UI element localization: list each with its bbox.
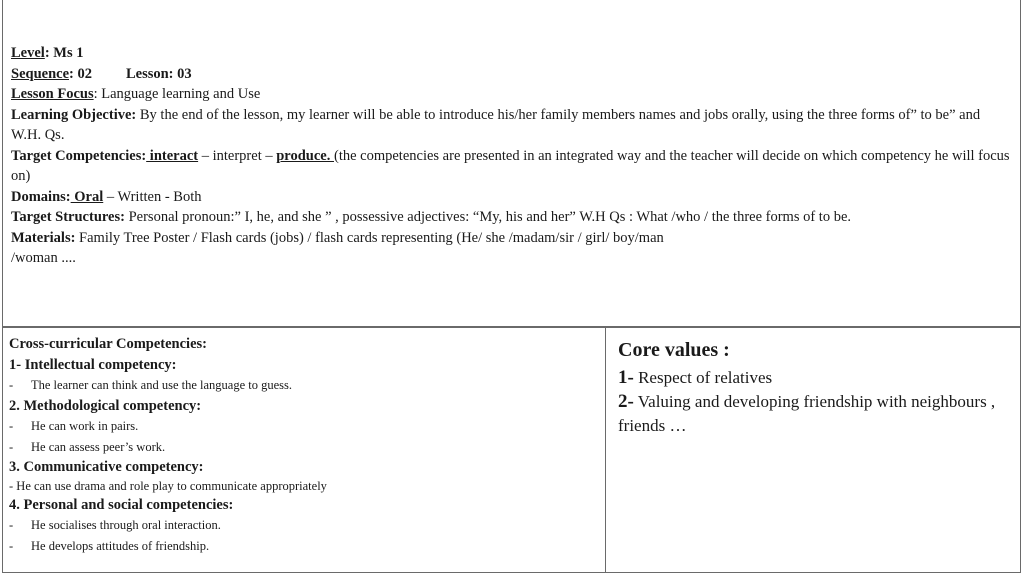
sequence-label: Sequence <box>11 65 69 82</box>
structures-label: Target Structures: <box>11 209 125 225</box>
objective-line <box>11 105 1011 146</box>
domains-line <box>11 187 1011 208</box>
materials-line-2: /woman .... <box>11 250 76 266</box>
comp-interact: interact <box>146 147 199 164</box>
materials-line <box>11 228 1011 249</box>
cross-curricular-cell <box>3 328 606 572</box>
structures-line <box>11 207 1011 228</box>
competencies-label: Target Competencies: <box>11 147 147 164</box>
lesson-info-content <box>11 43 1011 269</box>
methodological-item-1: - He can work in pairs. <box>9 419 139 433</box>
sequence-line <box>11 64 1011 85</box>
domains-rest: – Written - Both <box>103 188 202 205</box>
cross-title: Cross-curricular Competencies: <box>9 336 207 352</box>
comp-produce: produce. <box>276 147 334 164</box>
focus-line <box>11 84 1011 105</box>
level-value: : Ms 1 <box>44 45 84 61</box>
lesson-info-box <box>2 0 1021 327</box>
methodological-title: 2. Methodological competency: <box>9 397 202 414</box>
communicative-title: 3. Communicative competency: <box>9 459 204 475</box>
intellectual-item: - The learner can think and use the language to guess. <box>9 378 293 392</box>
objective-value: By the end of the lesson, my learner will be able to introduce his/her family members names and jobs orally, using the three forms of” to be” and W.H. Qs. <box>11 106 981 143</box>
core-value-2: 2- Valuing and developing friendship with neighbours , friends … <box>618 391 996 435</box>
objective-label: Learning Objective: <box>11 106 137 123</box>
comp-interpret: – interpret – <box>198 147 277 164</box>
communicative-item: - He can use drama and role play to communicate appropriately <box>9 478 327 493</box>
intellectual-title: 1- Intellectual competency: <box>9 356 177 373</box>
core-values-title: Core values : <box>618 339 730 361</box>
personal-social-item-1: - He socialises through oral interaction. <box>9 518 221 532</box>
lesson-number: Lesson: 03 <box>125 65 192 82</box>
core-value-1: 1- Respect of relatives <box>618 367 773 388</box>
focus-value: : Language learning and Use <box>93 86 261 102</box>
methodological-item-2: - He can assess peer’s work. <box>9 439 166 454</box>
focus-label: Lesson Focus <box>11 86 94 102</box>
domains-label: Domains: <box>11 188 71 205</box>
competencies-table <box>2 327 1021 573</box>
core-values-cell <box>606 328 1020 572</box>
comp-note: (the competencies are presented in an integrated way and the teacher will decide on which competency he will focus on) <box>11 147 1010 184</box>
personal-social-title: 4. Personal and social competencies: <box>9 496 234 513</box>
personal-social-item-2: - He develops attitudes of friendship. <box>9 538 210 553</box>
structures-value: Personal pronoun:” I, he, and she ” , possessive adjectives: “My, his and her” W.H Qs : What /who / the three forms of to be. <box>124 209 852 225</box>
sequence-value: : 02 <box>69 65 92 82</box>
materials-label: Materials: <box>11 229 76 246</box>
competencies-line <box>11 146 1011 187</box>
materials-value: Family Tree Poster / Flash cards (jobs) / flash cards representing (He/ she /madam/sir / girl/ boy/man <box>75 229 664 246</box>
domains-oral: Oral <box>70 188 104 205</box>
level-line <box>11 43 1011 64</box>
level-label: Level <box>11 45 45 61</box>
